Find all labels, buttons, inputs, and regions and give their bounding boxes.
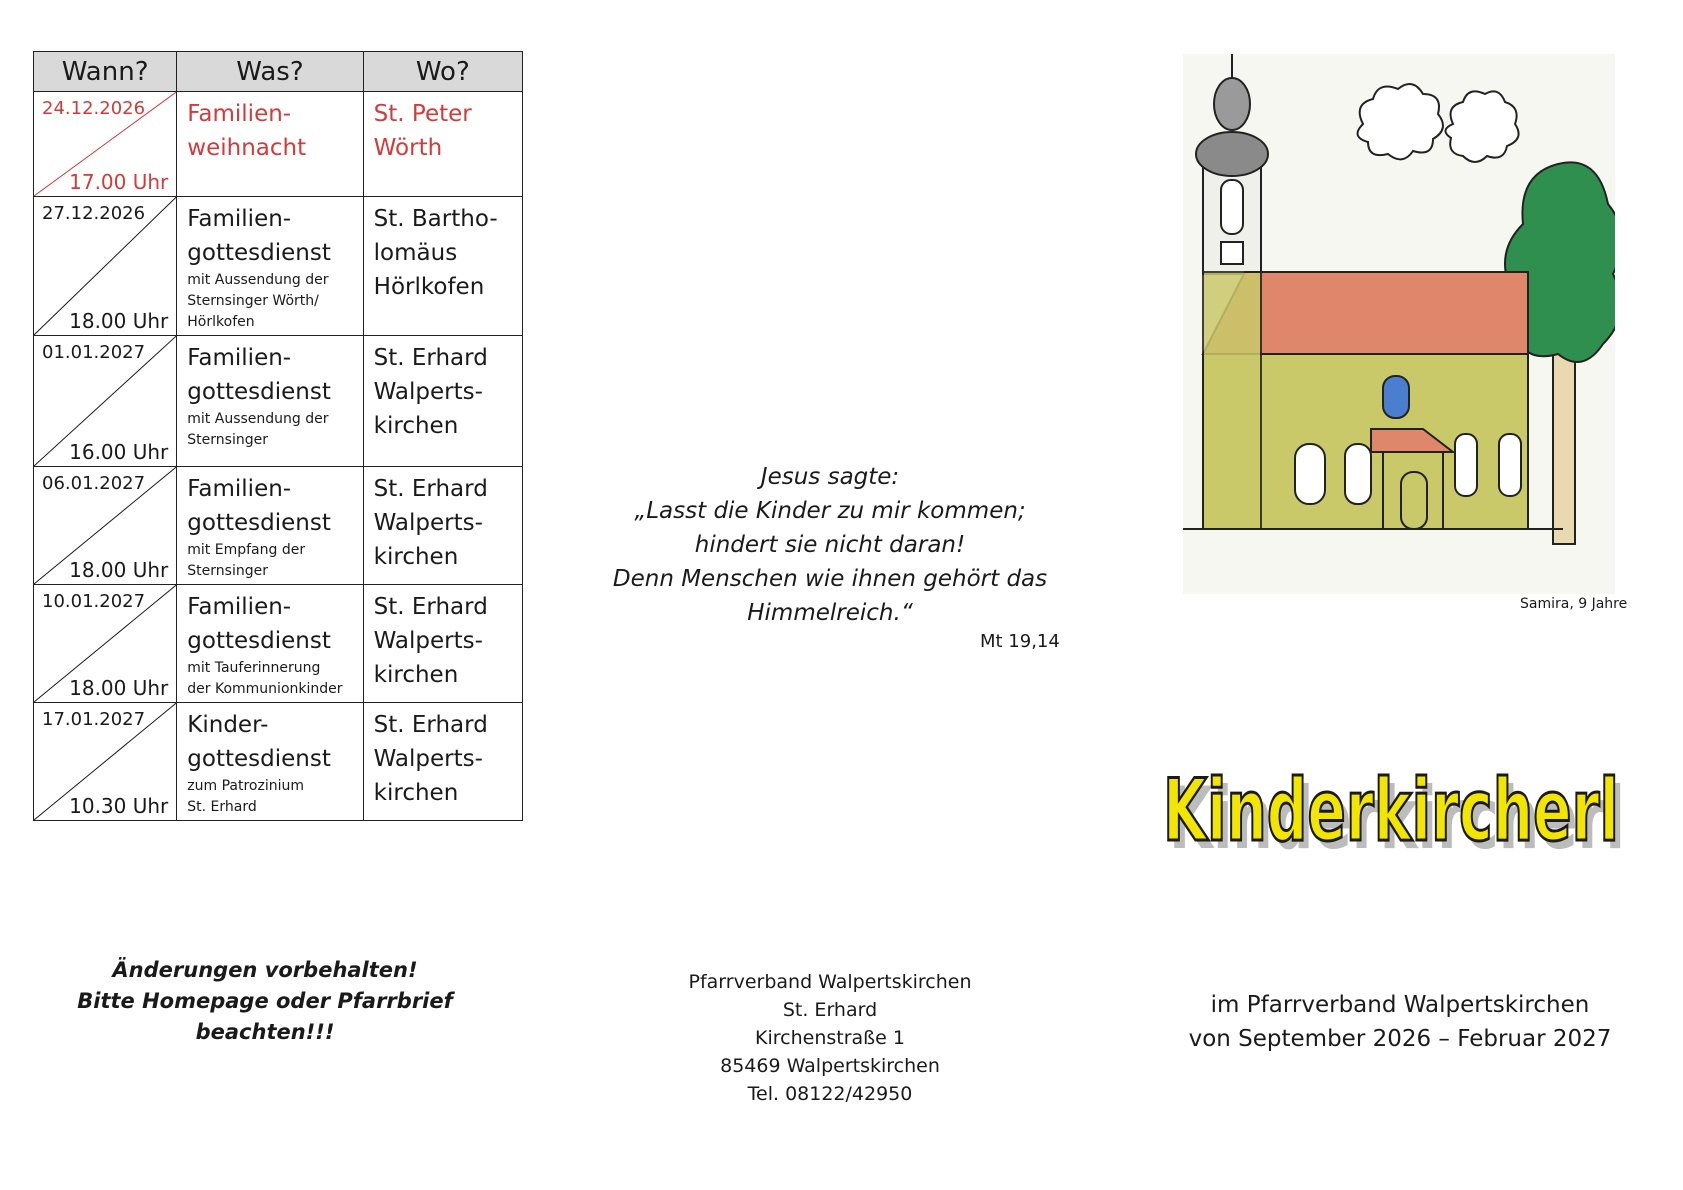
event-location-line: St. Erhard bbox=[373, 345, 488, 371]
table-row bbox=[34, 336, 523, 467]
table-row bbox=[34, 585, 523, 703]
when-cell bbox=[34, 197, 177, 336]
church-nave-icon bbox=[1183, 272, 1563, 529]
event-title-line: gottesdienst bbox=[187, 379, 331, 405]
event-location-line: St. Erhard bbox=[373, 476, 488, 502]
event-title-line: gottesdienst bbox=[187, 240, 331, 266]
event-location-line: Walperts- bbox=[373, 628, 483, 654]
church-drawing bbox=[1183, 54, 1615, 594]
where-cell bbox=[363, 467, 522, 585]
where-cell bbox=[363, 585, 522, 703]
event-title-line: Familien- bbox=[187, 476, 292, 502]
notice-line: beachten!!! bbox=[195, 1020, 335, 1044]
event-title-line: gottesdienst bbox=[187, 746, 331, 772]
event-time: 17.00 Uhr bbox=[69, 170, 169, 194]
when-cell bbox=[34, 703, 177, 821]
bible-quote bbox=[590, 460, 1070, 630]
address-line: Kirchenstraße 1 bbox=[755, 1027, 905, 1049]
changes-notice bbox=[60, 955, 470, 1048]
event-note-line: Sternsinger bbox=[187, 563, 268, 579]
when-cell bbox=[34, 336, 177, 467]
subtitle-line: von September 2026 – Februar 2027 bbox=[1188, 1026, 1612, 1052]
event-note-line: Sternsinger bbox=[187, 432, 268, 448]
event-time: 16.00 Uhr bbox=[69, 440, 169, 464]
address-line: Pfarrverband Walpertskirchen bbox=[688, 971, 972, 993]
event-time: 18.00 Uhr bbox=[69, 558, 169, 582]
event-location-line: Walperts- bbox=[373, 510, 483, 536]
event-location-line: Walperts- bbox=[373, 379, 483, 405]
event-date: 06.01.2027 bbox=[42, 473, 146, 494]
table-row bbox=[34, 703, 523, 821]
parish-address bbox=[640, 968, 1020, 1108]
schedule-table bbox=[33, 51, 523, 821]
address-line: St. Erhard bbox=[782, 999, 878, 1021]
quote-line: Denn Menschen wie ihnen gehört das bbox=[612, 566, 1048, 592]
what-cell bbox=[177, 703, 363, 821]
when-cell bbox=[34, 92, 177, 197]
event-location-line: kirchen bbox=[373, 780, 459, 806]
quote-line: Himmelreich.“ bbox=[747, 600, 913, 626]
event-title-line: gottesdienst bbox=[187, 628, 331, 654]
quote-line: Jesus sagte: bbox=[760, 464, 900, 490]
event-location-line: kirchen bbox=[373, 413, 459, 439]
brochure-subtitle bbox=[1170, 988, 1630, 1056]
event-time: 10.30 Uhr bbox=[69, 794, 169, 818]
event-note-line: mit Tauferinnerung bbox=[187, 660, 321, 676]
event-note-line: mit Empfang der bbox=[187, 542, 306, 558]
table-row bbox=[34, 197, 523, 336]
event-location-line: St. Erhard bbox=[373, 712, 488, 738]
event-note-line: der Kommunionkinder bbox=[187, 681, 343, 697]
notice-line: Bitte Homepage oder Pfarrbrief bbox=[77, 989, 453, 1013]
event-time: 18.00 Uhr bbox=[69, 309, 169, 333]
event-note-line: Sternsinger Wörth/ bbox=[187, 293, 319, 309]
table-header-row bbox=[34, 52, 523, 92]
event-title-line: Familien- bbox=[187, 101, 292, 127]
what-cell bbox=[177, 336, 363, 467]
notice-line: Änderungen vorbehalten! bbox=[112, 958, 418, 982]
event-location-line: St. Peter bbox=[373, 101, 472, 127]
where-cell bbox=[363, 703, 522, 821]
event-location-line: kirchen bbox=[373, 544, 459, 570]
event-location-line: lomäus bbox=[373, 240, 458, 266]
event-date: 10.01.2027 bbox=[42, 591, 146, 612]
when-cell bbox=[34, 585, 177, 703]
event-time: 18.00 Uhr bbox=[69, 676, 169, 700]
subtitle-line: im Pfarrverband Walpertskirchen bbox=[1210, 992, 1590, 1018]
event-note-line: St. Erhard bbox=[187, 799, 257, 815]
header-what: Was? bbox=[177, 52, 363, 92]
quote-line: „Lasst die Kinder zu mir kommen; bbox=[634, 498, 1026, 524]
header-when: Wann? bbox=[34, 52, 177, 92]
address-line: Tel. 08122/42950 bbox=[747, 1083, 913, 1105]
event-title-line: Kinder- bbox=[187, 712, 269, 738]
event-date: 27.12.2026 bbox=[42, 203, 146, 224]
title-text: Kinderkircherl bbox=[1163, 761, 1619, 861]
event-title-line: gottesdienst bbox=[187, 510, 331, 536]
table-row bbox=[34, 92, 523, 197]
kinderkircherl-title bbox=[1155, 700, 1635, 890]
quote-line: hindert sie nicht daran! bbox=[694, 532, 966, 558]
event-location-line: Hörlkofen bbox=[373, 274, 485, 300]
event-location-line: St. Erhard bbox=[373, 594, 488, 620]
event-date: 17.01.2027 bbox=[42, 709, 146, 730]
event-location-line: Walperts- bbox=[373, 746, 483, 772]
event-note-line: Hörlkofen bbox=[187, 314, 255, 330]
table-row bbox=[34, 467, 523, 585]
what-cell bbox=[177, 467, 363, 585]
when-cell bbox=[34, 467, 177, 585]
event-note-line: mit Aussendung der bbox=[187, 272, 329, 288]
event-location-line: kirchen bbox=[373, 662, 459, 688]
event-title-line: Familien- bbox=[187, 594, 292, 620]
where-cell bbox=[363, 336, 522, 467]
where-cell bbox=[363, 197, 522, 336]
quote-reference: Mt 19,14 bbox=[980, 631, 1060, 652]
event-note-line: zum Patrozinium bbox=[187, 778, 304, 794]
address-line: 85469 Walpertskirchen bbox=[720, 1055, 940, 1077]
event-location-line: Wörth bbox=[373, 135, 443, 161]
what-cell bbox=[177, 585, 363, 703]
event-title-line: Familien- bbox=[187, 206, 292, 232]
drawing-credit: Samira, 9 Jahre bbox=[1520, 596, 1628, 612]
what-cell bbox=[177, 197, 363, 336]
event-date: 01.01.2027 bbox=[42, 342, 146, 363]
event-note-line: mit Aussendung der bbox=[187, 411, 329, 427]
header-where: Wo? bbox=[363, 52, 522, 92]
event-location-line: St. Bartho- bbox=[373, 206, 498, 232]
title-shadow: Kinderkircherl bbox=[1169, 769, 1625, 869]
where-cell bbox=[363, 92, 522, 197]
event-title-line: Familien- bbox=[187, 345, 292, 371]
event-date: 24.12.2026 bbox=[42, 98, 146, 119]
event-title-line: weihnacht bbox=[187, 135, 307, 161]
what-cell bbox=[177, 92, 363, 197]
